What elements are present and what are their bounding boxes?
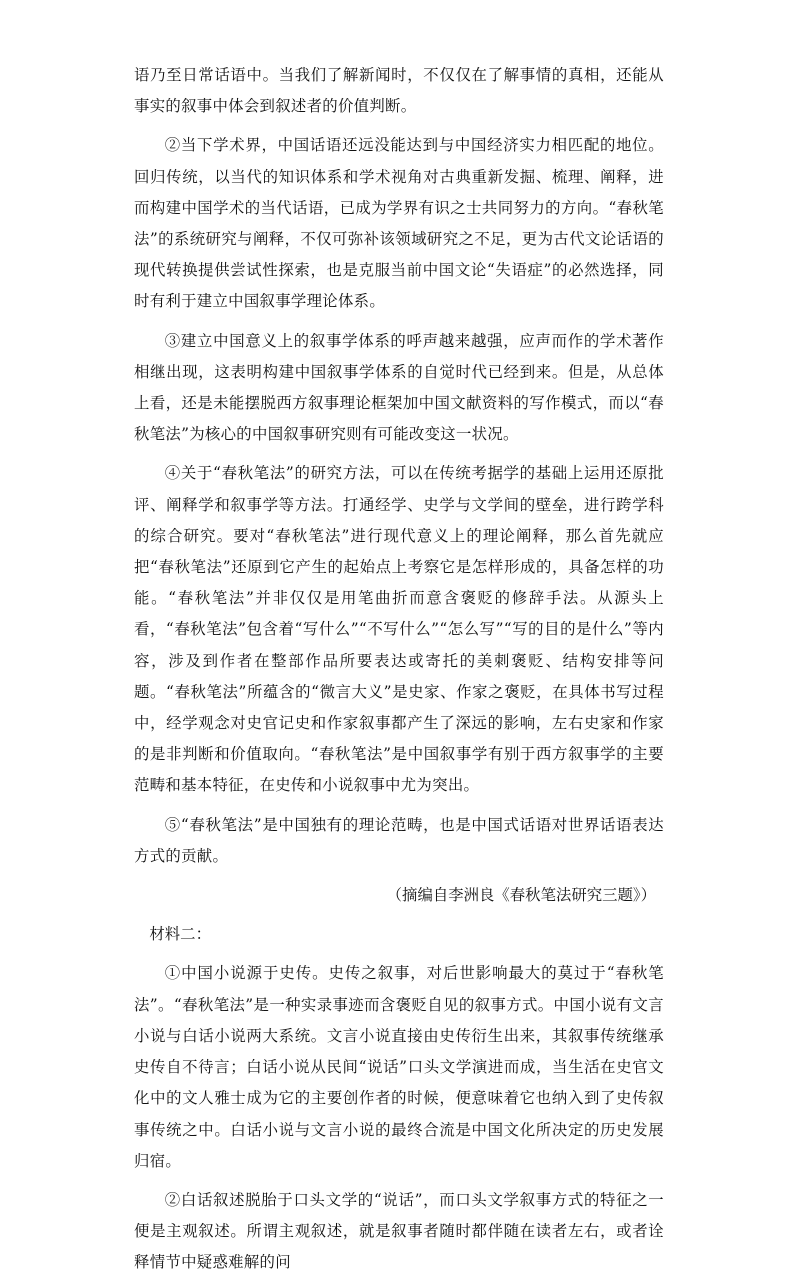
page-content (134, 60, 664, 1279)
paragraph-2: ②当下学术界，中国话语还远没能达到与中国经济实力相匹配的地位。回归传统，以当代的知识体系和学术视角对古典重新发掘、梳理、阐释，进而构建中国学术的当代话语，已成为学界有识之士共同努力的方向。“春秋笔法”的系统研究与阐释，不仅可弥补该领域研究之不足，更为古代文论话语的现代转换提供尝试性探索，也是克服当前中国文论“失语症”的必然选择，同时有利于建立中国叙事学理论体系。 (134, 136, 664, 311)
material-two-paragraph-2: ②白话叙述脱胎于口头文学的“说话”，而口头文学叙事方式的特征之一便是主观叙述。所谓主观叙述，就是叙事者随时都伴随在读者左右，或者诠释情节中疑惑难解的问 (134, 1190, 664, 1272)
paragraph-5: ⑤“春秋笔法”是中国独有的理论范畴，也是中国式话语对世界话语表达方式的贡献。 (134, 815, 664, 865)
material-two-heading: 材料二： (149, 925, 211, 944)
paragraph-continuation: 语乃至日常话语中。当我们了解新闻时，不仅仅在了解事情的真相，还能从事实的叙事中体会到叙述者的价值判断。 (134, 66, 664, 116)
paragraph-4: ④关于“春秋笔法”的研究方法，可以在传统考据学的基础上运用还原批评、阐释学和叙事学等方法。打通经学、史学与文学间的壁垒，进行跨学科的综合研究。要对“春秋笔法”进行现代意义上的理论阐释，那么首先就应把“春秋笔法”还原到它产生的起始点上考察它是怎样形成的，具备怎样的功能。“春秋笔法”并非仅仅是用笔曲折而意含褒贬的修辞手法。从源头上看，“春秋笔法”包含着“写什么”“不写什么”“怎么写”“写的目的是什么”等内容，涉及到作者在整部作品所要表达或寄托的美刺褒贬、结构安排等问题。“春秋笔法”所蕴含的“微言大义”是史家、作家之褒贬，在具体书写过程中，经学观念对史官记史和作家叙事都产生了深远的影响，左右史家和作家的是非判断和价值取向。“春秋笔法”是中国叙事学有别于西方叙事学的主要范畴和基本特征，在史传和小说叙事中尤为突出。 (134, 464, 664, 795)
material-two-paragraph-1: ①中国小说源于史传。史传之叙事，对后世影响最大的莫过于“春秋笔法”。“春秋笔法”是一种实录事迹而含褒贬自见的叙事方式。中国小说有文言小说与白话小说两大系统。文言小说直接由史传衍生出来，其叙事传统继承史传自不待言；白话小说从民间“说话”口头文学演进而成，当生活在史官文化中的文人雅士成为它的主要创作者的时候，便意味着它也纳入到了史传叙事传统之中。白话小说与文言小说的最终合流是中国文化所决定的历史发展归宿。 (134, 964, 664, 1170)
paragraph-3: ③建立中国意义上的叙事学体系的呼声越来越强，应声而作的学术著作相继出现，这表明构建中国叙事学体系的自觉时代已经到来。但是，从总体上看，还是未能摆脱西方叙事理论框架加中国文献资料的写作模式，而以“春秋笔法”为核心的中国叙事研究则有可能改变这一状况。 (134, 331, 664, 444)
source-citation: （摘编自李洲良《春秋笔法研究三题》） (386, 886, 656, 905)
